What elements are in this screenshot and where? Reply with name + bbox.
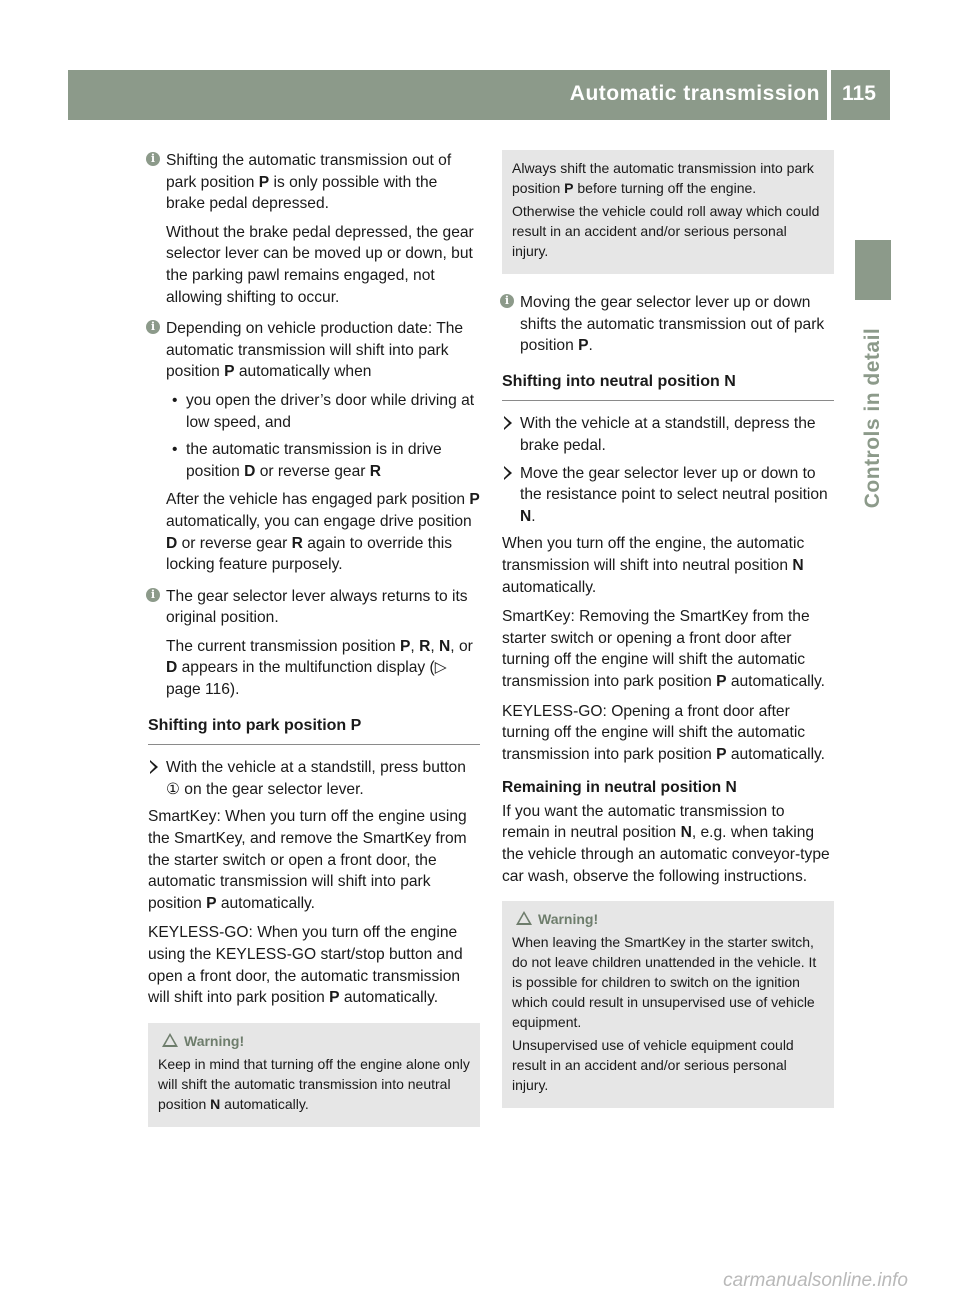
step-arrow-icon xyxy=(504,416,512,430)
caution-text: Always shift the automatic transmission into park position P before turning off the engine. xyxy=(512,160,814,196)
step-arrow-icon xyxy=(150,760,158,774)
step-item: With the vehicle at a standstill, press button ① on the gear selector lever. xyxy=(148,757,480,800)
body-paragraph: KEYLESS-GO: Opening a front door after turning off the engine will shift the automatic transmission into park position P automatically. xyxy=(502,702,826,763)
left-column xyxy=(148,150,480,1145)
page-header-title: Automatic transmission xyxy=(569,82,820,105)
note-paragraph: The current transmission position P, R, N, or D appears in the multifunction display (▷ page 116). xyxy=(166,637,473,699)
warning-box xyxy=(502,901,834,1108)
warning-text: Keep in mind that turning off the engine alone only will shift the automatic transmission into neutral position N automatically. xyxy=(158,1055,470,1112)
step-item: Move the gear selector lever up or down to the resistance point to select neutral position N. xyxy=(502,463,834,528)
note-paragraph: Without the brake pedal depressed, the gear selector lever can be moved up or down, but the parking pawl remains engaged, not allowing shifting to occur. xyxy=(166,223,474,306)
info-icon: i xyxy=(500,294,514,308)
note-paragraph: Depending on vehicle production date: The automatic transmission will shift into park position P automatically when xyxy=(166,320,464,381)
body-paragraph: If you want the automatic transmission to remain in neutral position N, e.g. when taking the vehicle through an automatic conveyor-type car wash, observe the following instructions. xyxy=(502,802,830,885)
warning-icon xyxy=(162,1033,178,1047)
step-list xyxy=(148,757,480,800)
section-heading-neutral: Shifting into neutral position N xyxy=(502,371,834,402)
caution-box xyxy=(502,150,834,274)
side-tab-block xyxy=(855,240,891,300)
warning-icon xyxy=(516,911,532,925)
warning-text: Unsupervised use of vehicle equipment could result in an accident and/or serious personal injury. xyxy=(512,1037,794,1094)
step-arrow-icon xyxy=(504,466,512,480)
body-paragraph: KEYLESS-GO: When you turn off the engine using the KEYLESS-GO start/stop button and open a front door, the automatic transmission will shift into park position P automatically. xyxy=(148,924,463,1007)
step-list xyxy=(502,413,834,527)
info-note-4 xyxy=(502,292,834,357)
warning-text: When leaving the SmartKey in the starter switch, do not leave children unattended in the vehicle. It is possible for children to switch on the ignition which could result in unsupervised use of vehicle equipment. xyxy=(512,934,817,1031)
warning-title: Warning! xyxy=(158,1031,470,1051)
caution-text: Otherwise the vehicle could roll away which could result in an accident and/or serious personal injury. xyxy=(512,203,820,259)
section-heading-park: Shifting into park position P xyxy=(148,715,480,746)
warning-box xyxy=(148,1023,480,1127)
info-note-2 xyxy=(148,318,480,576)
bullet-list xyxy=(166,390,480,482)
side-tab-label: Controls in detail xyxy=(861,327,884,508)
info-icon: i xyxy=(146,588,160,602)
body-paragraph: SmartKey: When you turn off the engine using the SmartKey, and remove the SmartKey from the starter switch or open a front door, the automatic transmission will shift into park position P automatically. xyxy=(148,808,467,912)
note-paragraph: The gear selector lever always returns to its original position. xyxy=(166,587,468,627)
note-paragraph: Shifting the automatic transmission out of park position P is only possible with the brake pedal depressed. xyxy=(166,152,452,213)
header-separator xyxy=(827,70,831,120)
info-icon: i xyxy=(146,320,160,334)
bullet-item: • the automatic transmission is in drive position D or reverse gear R xyxy=(166,439,480,482)
note-paragraph: After the vehicle has engaged park position P automatically, you can engage drive position D or reverse gear R again to override this locking feature purposely. xyxy=(166,491,480,574)
info-note-1 xyxy=(148,150,480,308)
warning-title: Warning! xyxy=(512,909,824,929)
body-paragraph: When you turn off the engine, the automatic transmission will shift into neutral position N automatically. xyxy=(502,535,805,596)
bullet-item: • you open the driver’s door while driving at low speed, and xyxy=(166,390,480,433)
subsection-heading: Remaining in neutral position N xyxy=(502,779,737,797)
side-tab xyxy=(855,310,891,525)
page-number: 115 xyxy=(842,82,876,105)
info-icon: i xyxy=(146,152,160,166)
step-item: With the vehicle at a standstill, depress the brake pedal. xyxy=(502,413,834,456)
info-note-3 xyxy=(148,586,480,701)
body-paragraph: SmartKey: Removing the SmartKey from the starter switch or opening a front door after turning off the engine will shift the automatic transmission into park position P automatically. xyxy=(502,608,826,690)
note-paragraph: Moving the gear selector lever up or down shifts the automatic transmission out of park position P. xyxy=(520,294,825,355)
right-column xyxy=(502,150,834,1126)
watermark: carmanualsonline.info xyxy=(723,1270,908,1291)
